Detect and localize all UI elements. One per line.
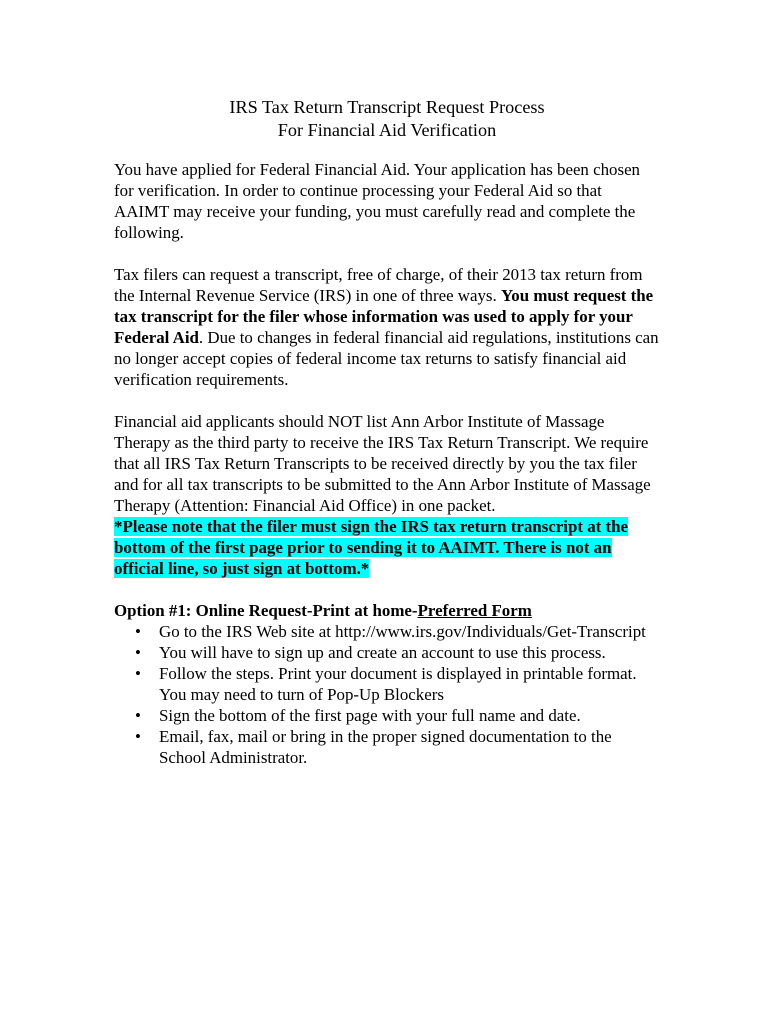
bullet-icon: • xyxy=(135,622,141,641)
list-item xyxy=(135,621,660,642)
option-1-heading xyxy=(114,600,660,621)
transcript-text-2: . Due to changes in federal financial aid regulations, institutions can no longer accept copies of federal income tax returns to satisfy financial aid verification requirements. xyxy=(114,328,659,389)
list-item-text: Sign the bottom of the first page with your full name and date. xyxy=(159,706,581,725)
list-item-text: Email, fax, mail or bring in the proper signed documentation to the School Administrator. xyxy=(159,727,612,767)
list-item-text: Go to the IRS Web site at http://www.irs.gov/Individuals/Get-Transcript xyxy=(159,622,646,641)
bullet-icon: • xyxy=(135,727,141,746)
transcript-text-1: Tax filers can request a transcript, free of charge, of their 2013 tax return from the Internal Revenue Service (IRS) in one of three ways. xyxy=(114,265,643,305)
option-1-section xyxy=(114,600,660,768)
document-title xyxy=(114,96,660,142)
bullet-icon: • xyxy=(135,706,141,725)
option-1-steps xyxy=(114,621,660,768)
signature-note-highlight: *Please note that the filer must sign the IRS tax return transcript at the bottom of the first page prior to sending it to AAIMT. There is not an official line, so just sign at bottom.* xyxy=(114,517,629,578)
intro-paragraph: You have applied for Federal Financial Aid. Your application has been chosen for verification. In order to continue processing your Federal Aid so that AAIMT may receive your funding, you must carefully read and complete the following. xyxy=(114,160,641,242)
list-item xyxy=(135,663,660,705)
list-item-text: Follow the steps. Print your document is displayed in printable format. You may need to turn of Pop-Up Blockers xyxy=(159,664,637,704)
option-1-heading-preferred: Preferred Form xyxy=(417,601,532,620)
title-line-2: For Financial Aid Verification xyxy=(277,120,497,140)
third-party-paragraph xyxy=(114,411,660,579)
third-party-text: Financial aid applicants should NOT list Ann Arbor Institute of Massage Therapy as the third party to receive the IRS Tax Return Transcript. We require that all IRS Tax Return Transcripts to be received directly by you the tax filer and for all tax transcripts to be submitted to the Ann Arbor Institute of Massage Therapy (Attention: Financial Aid Office) in one packet. xyxy=(114,412,651,515)
bullet-icon: • xyxy=(135,643,141,662)
list-item xyxy=(135,705,660,726)
transcript-bold-requirement: You must request the tax transcript for the filer whose information was used to apply for your Federal Aid xyxy=(114,286,654,347)
title-line-1: IRS Tax Return Transcript Request Process xyxy=(229,97,545,117)
list-item-text: You will have to sign up and create an account to use this process. xyxy=(159,643,606,662)
document-page xyxy=(114,96,660,768)
transcript-paragraph xyxy=(114,264,660,390)
list-item xyxy=(135,642,660,663)
option-1-heading-text: Option #1: Online Request-Print at home- xyxy=(114,601,418,620)
list-item xyxy=(135,726,660,768)
bullet-icon: • xyxy=(135,664,141,683)
